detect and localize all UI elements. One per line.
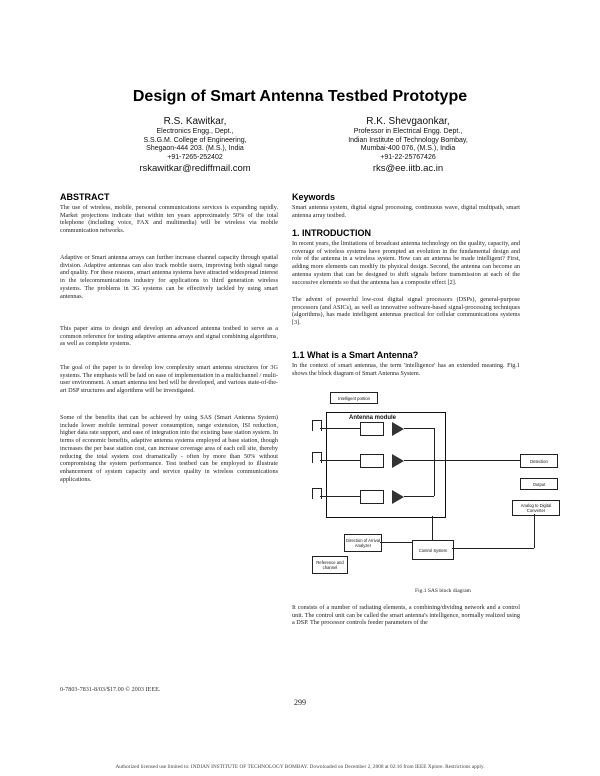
author-name: R.K. Shevgaonkar, (366, 116, 450, 127)
sum-line (404, 428, 434, 429)
abstract-paragraph-5: Some of the benefits that can be achieved by using SAS (Smart Antenna System) include lower mobile terminal power consumption, range extension, ISI reduction, higher data rate support, and ease of integration into the existing base station system. In terms of economic benefits, adaptive antenna systems employed at base station, though increases the per base station cost, can increase coverage area of each cell site, thereby reducing the total system cost dramatically - often by more than 50% without compromising the system performance. Test testbed can be employed to illustrate enhancement of system capacity and service quality in wireless communications applications. (60, 414, 278, 483)
introduction-paragraph-2: The advent of powerful low-cost digital signal processors (DSPs), general-purpose processors (and ASICs), as well as innovative software-based signal-processing techniques (algorithms), has made intelligent antennas practical for cellular communications systems [3]. (292, 296, 520, 327)
direction-finder-box: Direction of Arrival Analyzer (344, 534, 382, 552)
sum-bus (434, 428, 435, 496)
figure-caption: Fig.1 SAS block diagram (415, 588, 471, 594)
antenna-module-label: Antenna module (349, 415, 397, 421)
control-line (380, 542, 412, 543)
author-affiliation-line: S.S.G.M. College of Engineering, (143, 136, 247, 144)
keywords-text: Smart antenna system, digital signal processing, continuous wave, digital multipath, smart antenna array testbed. (292, 204, 520, 219)
author-affiliation-line: Indian Institute of Technology Bombay, (348, 136, 468, 144)
reference-channel-box: Reference and channel (312, 556, 348, 574)
feed-line (320, 428, 360, 429)
feed-line (320, 460, 360, 461)
author-phone: +91-22-25767426 (380, 153, 436, 161)
weight-block (360, 454, 384, 468)
antenna-element-icon (312, 420, 322, 431)
author-email[interactable]: rskawitkar@rediffmail.com (139, 163, 251, 175)
subsection-paragraph: In the context of smart antennas, the term 'intelligence' has an extended meaning. Fig.1 shows the block diagram of Smart Antenna System. (292, 362, 520, 377)
abstract-paragraph-2: Adaptive or Smart antenna arrays can further increase channel capacity through spatial division. Adaptive antennas can also track mobile users, improving both signal range and quality. For these reasons, smart antenna systems have attracted widespread interest in the telecommunications industry for applications to third generation wireless systems. The problems in 3G systems can be effectively tackled by using smart antennas. (60, 254, 278, 300)
author-affiliation-line: Electronics Engg., Dept., (156, 128, 234, 135)
antenna-element-icon (312, 452, 322, 463)
paper-title: Design of Smart Antenna Testbed Prototype (132, 88, 468, 105)
sum-line (404, 496, 434, 497)
author-phone: +91-7265-252402 (167, 153, 223, 161)
amplifier-icon (392, 454, 404, 468)
author-affiliation-line: Professor in Electrical Engg. Dept., (353, 128, 463, 135)
weight-block (360, 422, 384, 436)
antenna-element-icon (312, 488, 322, 499)
author-affiliation-line: Shegaon-444 203. (M.S.), India (146, 145, 244, 153)
author-affiliation-line: Mumbai-400 076, (M.S.), India (360, 145, 456, 153)
introduction-heading: 1. INTRODUCTION (292, 228, 372, 238)
amplifier-icon (392, 490, 404, 504)
abstract-paragraph-1: The use of wireless, mobile, personal communications services is expanding rapidly. Market projections indicate that within ten years approximately 50% of the total telephone (including voice, FAX and multimedia) will be wireless via mobile communication networks. (60, 204, 278, 235)
weight-block (360, 490, 384, 504)
amplifier-icon (392, 422, 404, 436)
author-name: R.S. Kawitkar, (163, 116, 227, 127)
detection-box: Detection (520, 454, 558, 468)
author-email[interactable]: rks@ee.iitb.ac.in (372, 163, 444, 175)
closing-paragraph: It consists of a number of radiating elements, a combining/dividing network and a control unit. The control unit can be called the smart antenna's intelligence, normally realized using a DSP. The processor controls feeder parameters of the (292, 604, 520, 627)
author-block-2 (302, 116, 514, 175)
control-line (432, 516, 433, 540)
sas-block-diagram (308, 395, 578, 584)
authorization-notice: Authorized licensed use limited to: INDIAN INSTITUTE OF TECHNOLOGY BOMBAY. Downloaded on December 2, 2008 at 02:16 from IEEE Xplore. Restrictions apply. (115, 764, 485, 770)
copyright-line: 0-7803-7831-8/03/$17.00 © 2003 IEEE. (60, 686, 161, 693)
feed-line (320, 496, 360, 497)
abstract-paragraph-3: This paper aims to design and develop an advanced antenna testbed to serve as a common reference for testing adaptive antenna arrays and signal combining algorithms, as well as complete systems. (60, 325, 278, 348)
control-line (452, 548, 534, 549)
control-line (534, 514, 535, 548)
sum-line (404, 460, 434, 461)
keywords-heading: Keywords (292, 192, 336, 202)
control-system-box: Control System (412, 540, 454, 560)
introduction-paragraph-1: In recent years, the limitations of broadcast antenna technology on the quality, capacity, and coverage of wireless systems have prompted an evolution in the fundamental design and role of the antenna in a wireless system. How can an antenna be made intelligent? First, adding more elements can modify its physical design. Second, the antenna can become an antenna system that can be designed to shift signals before transmission at each of the successive elements so that the antenna has a composite effect [2]. (292, 240, 520, 286)
abstract-paragraph-4: The goal of the paper is to develop low complexity smart antenna structures for 3G systems. The emphasis will be laid on ease of implementation in a multichannel / multi-user environment. A smart antenna test bed will be developed, and various state-of-the-art DSP structures and algorithms will be investigated. (60, 364, 278, 395)
subsection-heading: 1.1 What is a Smart Antenna? (292, 350, 419, 360)
intelligent-portion-box: Intelligent portion (330, 392, 378, 404)
author-block-1 (92, 116, 298, 175)
abstract-heading: ABSTRACT (60, 192, 110, 202)
output-box: Output (520, 478, 558, 490)
adc-box: Analog to Digital Converter (512, 500, 560, 516)
output-line (434, 460, 520, 461)
page-number: 299 (294, 698, 306, 707)
